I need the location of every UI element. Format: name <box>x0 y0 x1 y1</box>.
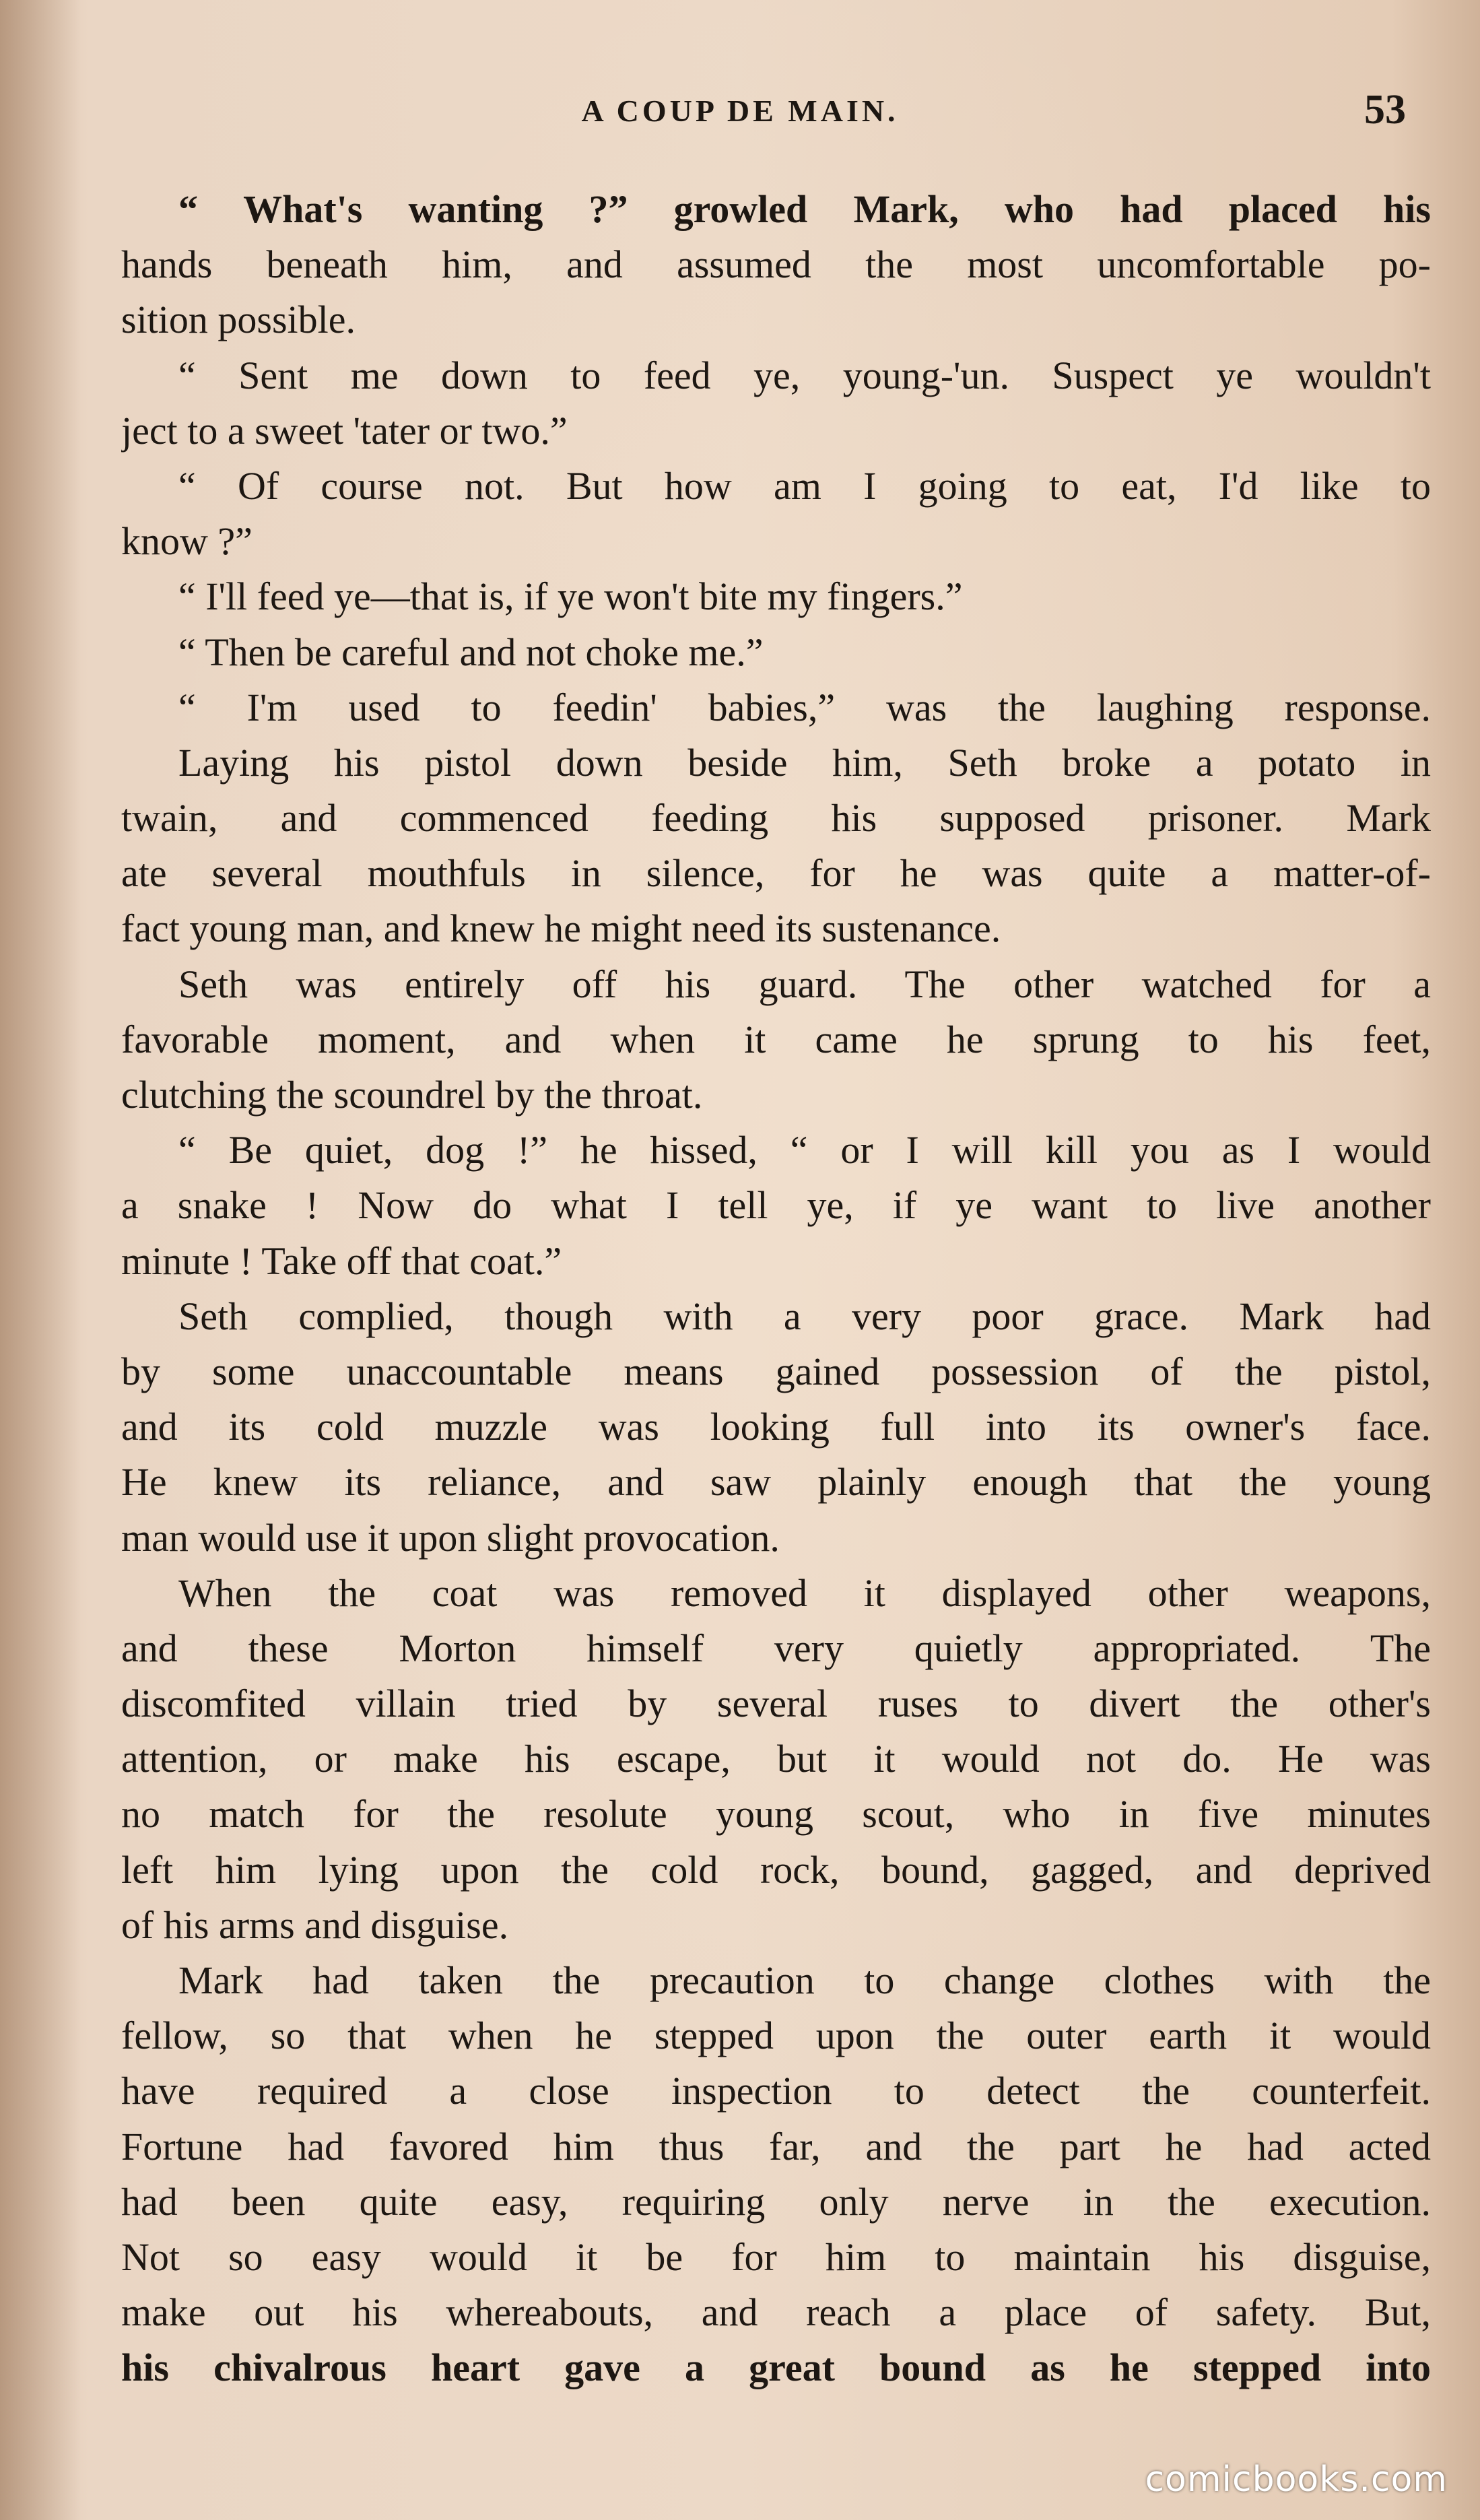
text-line: Not so easy would it be for him to maintain his disguise, <box>121 2234 1431 2279</box>
text-line: clutching the scoundrel by the throat. <box>121 1073 703 1117</box>
running-title: A COUP DE MAIN. <box>581 94 899 128</box>
text-line: man would use it upon slight provocation. <box>121 1515 780 1560</box>
body-text <box>121 182 1431 2396</box>
text-line: “ Of course not. But how am I going to eat, I'd like to <box>178 463 1431 508</box>
text-line: hands beneath him, and assumed the most uncomfortable po- <box>121 242 1431 287</box>
text-line: “ Sent me down to feed ye, young-'un. Suspect ye wouldn't <box>178 353 1431 397</box>
page-number: 53 <box>1364 87 1406 133</box>
page-gutter-shadow <box>0 0 81 2520</box>
text-line: He knew its reliance, and saw plainly enough that the young <box>121 1460 1431 1504</box>
text-line: and its cold muzzle was looking full into its owner's face. <box>121 1405 1431 1449</box>
text-line: of his arms and disguise. <box>121 1902 509 1947</box>
text-line: had been quite easy, requiring only nerve in the execution. <box>121 2179 1431 2224</box>
text-line: have required a close inspection to detect the counterfeit. <box>121 2069 1431 2113</box>
text-line: “ Be quiet, dog !” he hissed, “ or I will kill you as I would <box>178 1128 1431 1172</box>
text-line: no match for the resolute young scout, who in five minutes <box>121 1792 1431 1836</box>
text-line: “ I'm used to feedin' babies,” was the laughing response. <box>178 685 1431 729</box>
text-line: Laying his pistol down beside him, Seth broke a potato in <box>178 740 1431 785</box>
text-line: attention, or make his escape, but it would not do. He was <box>121 1737 1431 1781</box>
text-line: “ Then be careful and not choke me.” <box>178 630 764 674</box>
text-line: know ?” <box>121 519 253 564</box>
text-line: left him lying upon the cold rock, bound, gagged, and deprived <box>121 1847 1431 1892</box>
text-line: and these Morton himself very quietly appropriated. The <box>121 1626 1431 1670</box>
text-line: discomfited villain tried by several ruses to divert the other's <box>121 1682 1431 1726</box>
watermark: comicbooks.com <box>1145 2459 1448 2500</box>
page-header <box>0 86 1480 140</box>
text-line: by some unaccountable means gained possession of the pistol, <box>121 1349 1431 1393</box>
text-line: a snake ! Now do what I tell ye, if ye want to live another <box>121 1183 1431 1228</box>
text-line: “ What's wanting ?” growled Mark, who had placed his <box>178 187 1431 231</box>
text-line: When the coat was removed it displayed other weapons, <box>178 1570 1431 1615</box>
text-line: Mark had taken the precaution to change clothes with the <box>178 1958 1431 2002</box>
text-line: sition possible. <box>121 298 356 342</box>
text-line: Fortune had favored him thus far, and the part he had acted <box>121 2124 1431 2168</box>
text-line: make out his whereabouts, and reach a place of safety. But, <box>121 2290 1431 2335</box>
text-line: “ I'll feed ye—that is, if ye won't bite my fingers.” <box>178 574 963 619</box>
text-line: ject to a sweet 'tater or two.” <box>121 408 568 453</box>
text-line: favorable moment, and when it came he sprung to his feet, <box>121 1017 1431 1061</box>
text-line: Seth complied, though with a very poor grace. Mark had <box>178 1294 1431 1338</box>
text-line: fact young man, and knew he might need its sustenance. <box>121 906 1001 951</box>
text-line: Seth was entirely off his guard. The other watched for a <box>178 962 1431 1006</box>
text-line: his chivalrous heart gave a great bound as he stepped into <box>121 2346 1431 2390</box>
text-line: minute ! Take off that coat.” <box>121 1238 562 1283</box>
text-line: fellow, so that when he stepped upon the outer earth it would <box>121 2014 1431 2058</box>
text-line: twain, and commenced feeding his supposed prisoner. Mark <box>121 796 1431 840</box>
text-line: ate several mouthfuls in silence, for he was quite a matter-of- <box>121 851 1431 896</box>
